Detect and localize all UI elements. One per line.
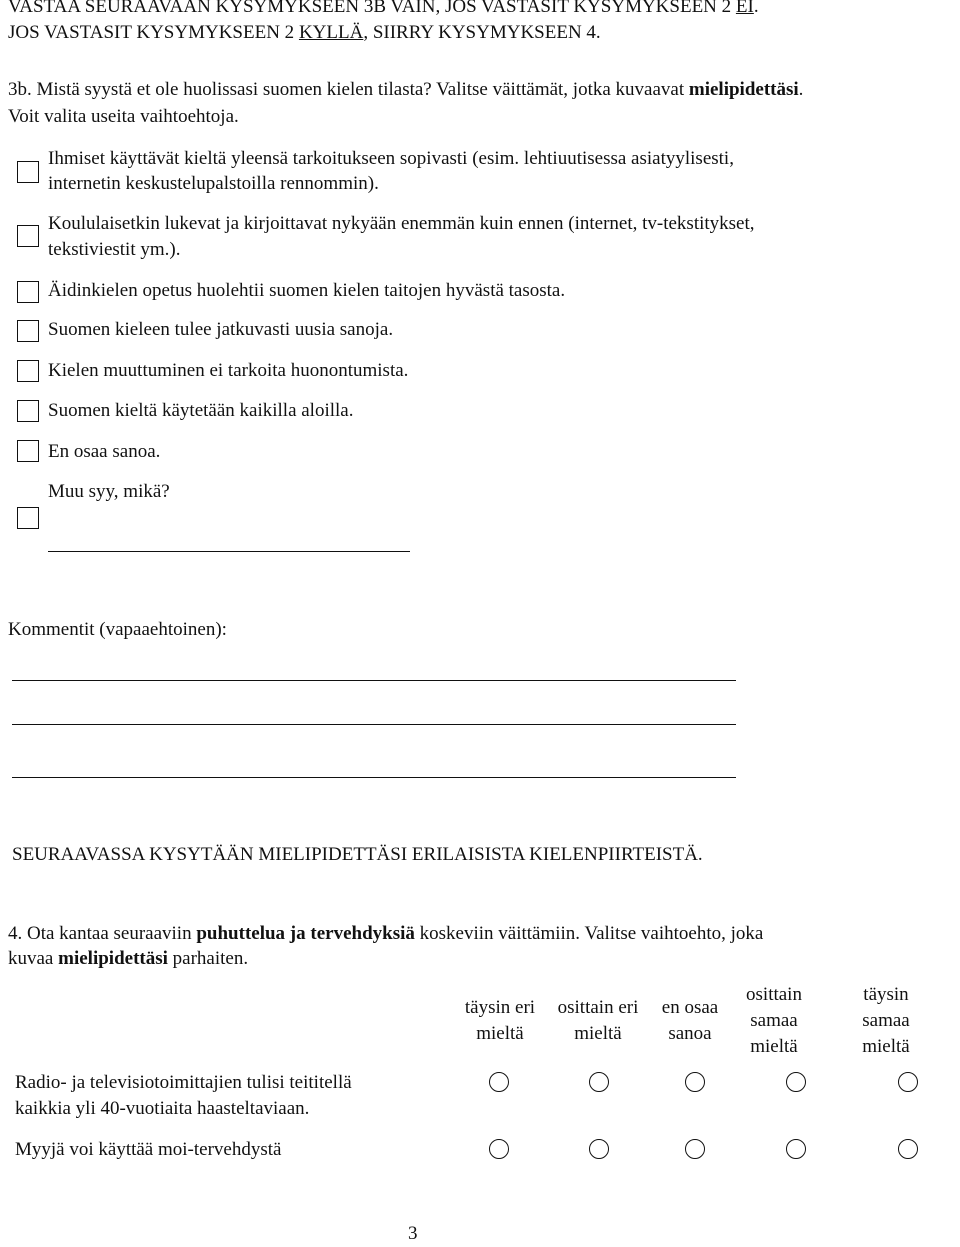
statement-1-radio-5[interactable] <box>898 1072 918 1092</box>
option-label-4: Suomen kieleen tulee jatkuvasti uusia sanoja. <box>48 319 394 340</box>
instruction-line-1: VASTAA SEURAAVAAN KYSYMYKSEEN 3B VAIN, JOS VASTASIT KYSYMYKSEEN 2 EI. <box>8 0 759 20</box>
statement-1-radio-3[interactable] <box>685 1072 705 1092</box>
comments-label: Kommentit (vapaaehtoinen): <box>8 619 227 640</box>
option-checkbox-3[interactable] <box>17 281 39 303</box>
option-label-2a: Koululaisetkin lukevat ja kirjoittavat nykyään enemmän kuin ennen (internet, tv-tekstitykset, <box>48 213 755 234</box>
comment-line-3[interactable] <box>12 777 736 778</box>
instruction-kylla: KYLLÄ <box>298 22 364 43</box>
option-label-8: Muu syy, mikä? <box>48 481 170 502</box>
scale-header-3: en osaa sanoa <box>661 997 719 1044</box>
statement-1-radio-4[interactable] <box>786 1072 806 1092</box>
option-checkbox-5[interactable] <box>17 360 39 382</box>
other-reason-line[interactable] <box>48 551 410 552</box>
section-heading: SEURAAVASSA KYSYTÄÄN MIELIPIDETTÄSI ERILAISISTA KIELENPIIRTEISTÄ. <box>12 844 703 865</box>
question-4-text-line-2: kuvaa mielipidettäsi parhaiten. <box>8 948 249 969</box>
instruction-line-2: JOS VASTASIT KYSYMYKSEEN 2 KYLLÄ, SIIRRY KYSYMYKSEEN 4. <box>8 22 601 43</box>
option-checkbox-6[interactable] <box>17 400 39 422</box>
statement-2-radio-1[interactable] <box>489 1139 509 1159</box>
option-checkbox-2[interactable] <box>17 225 39 247</box>
statement-2-radio-3[interactable] <box>685 1139 705 1159</box>
instruction-ei: EI <box>735 0 754 17</box>
statement-1-line-1: Radio- ja televisiotoimittajien tulisi teititellä <box>15 1072 352 1093</box>
comment-line-2[interactable] <box>12 724 736 725</box>
option-checkbox-4[interactable] <box>17 320 39 342</box>
comment-line-1[interactable] <box>12 680 736 681</box>
option-label-5: Kielen muuttuminen ei tarkoita huonontumista. <box>48 360 409 381</box>
statement-2-radio-2[interactable] <box>589 1139 609 1159</box>
page-number: 3 <box>408 1223 418 1244</box>
scale-header-1: täysin eri mieltä <box>464 997 536 1044</box>
scale-header-5: täysin samaa mieltä <box>862 984 910 1057</box>
option-checkbox-8[interactable] <box>17 507 39 529</box>
question-4-text-line-1: 4. Ota kantaa seuraaviin puhuttelua ja tervehdyksiä koskeviin väittämiin. Valitse vaihtoehto, joka <box>8 923 764 944</box>
option-label-1a: Ihmiset käyttävät kieltä yleensä tarkoitukseen sopivasti (esim. lehtiuutisessa asiatyylisesti, <box>48 148 734 169</box>
statement-1-radio-2[interactable] <box>589 1072 609 1092</box>
option-label-6: Suomen kieltä käytetään kaikilla aloilla. <box>48 400 354 421</box>
statement-1-line-2: kaikkia yli 40-vuotiaita haasteltaviaan. <box>15 1098 310 1119</box>
option-label-2b: tekstiviestit ym.). <box>48 239 181 260</box>
statement-2-radio-4[interactable] <box>786 1139 806 1159</box>
option-label-7: En osaa sanoa. <box>48 441 161 462</box>
option-label-1b: internetin keskustelupalstoilla rennommin). <box>48 173 379 194</box>
question-3b-hint: Voit valita useita vaihtoehtoja. <box>8 106 239 127</box>
statement-2-line-1: Myyjä voi käyttää moi-tervehdystä <box>15 1139 282 1160</box>
option-checkbox-7[interactable] <box>17 440 39 462</box>
option-checkbox-1[interactable] <box>17 161 39 183</box>
option-label-3: Äidinkielen opetus huolehtii suomen kielen taitojen hyvästä tasosta. <box>48 280 566 301</box>
scale-header-2: osittain eri mieltä <box>557 997 639 1044</box>
scale-header-4: osittain samaa mieltä <box>746 984 802 1057</box>
statement-2-radio-5[interactable] <box>898 1139 918 1159</box>
question-3b-text: 3b. Mistä syystä et ole huolissasi suomen kielen tilasta? Valitse väittämät, jotka kuvaavat mielipidettäsi. <box>8 79 804 100</box>
statement-1-radio-1[interactable] <box>489 1072 509 1092</box>
